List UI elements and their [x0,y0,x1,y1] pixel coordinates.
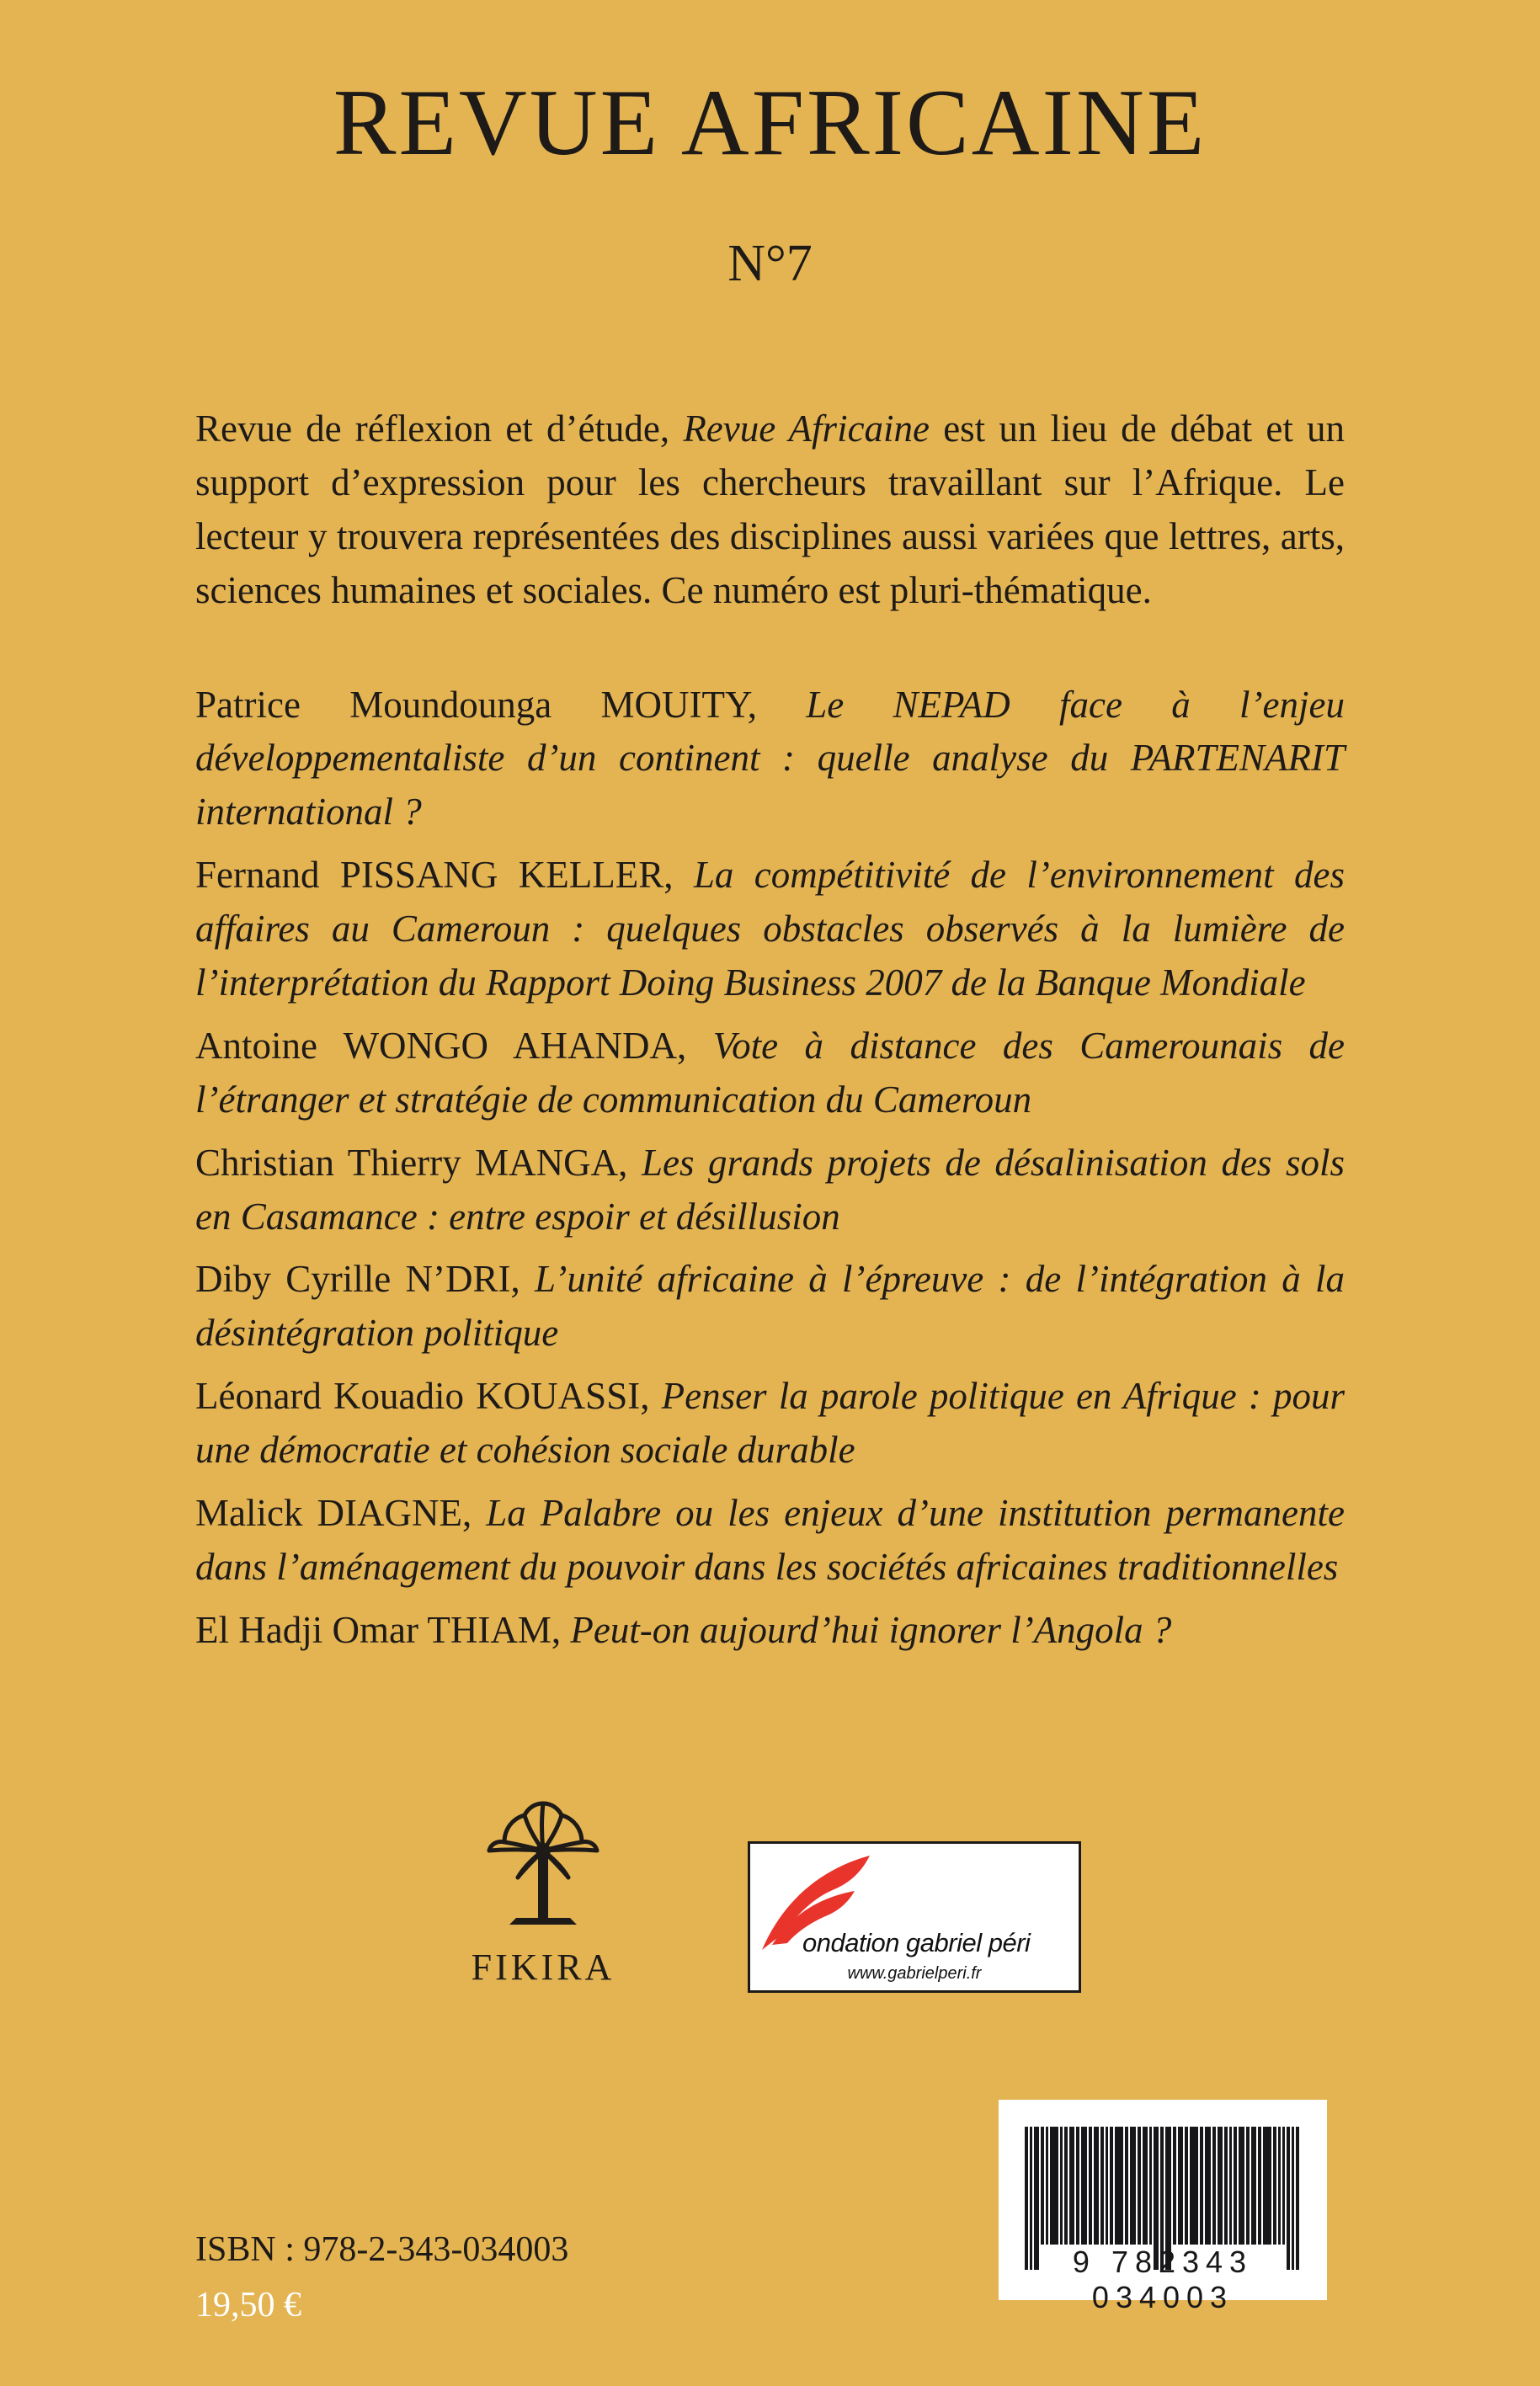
barcode [999,2100,1327,2314]
barcode-bar [1224,2127,1228,2245]
barcode-bar [1106,2127,1108,2245]
price-text: 19,50 € [195,2286,301,2325]
article-author: Christian Thierry MANGA, [195,1141,642,1184]
barcode-bar [1173,2127,1176,2245]
title-block [0,0,1540,294]
article-entry [195,1253,1345,1361]
base-icon [509,1918,577,1925]
barcode-bar [1278,2127,1281,2245]
barcode-bar [1246,2127,1250,2245]
article-author: Fernand PISSANG KELLER, [195,854,694,897]
barcode-bar [1130,2127,1136,2245]
article-entry [195,679,1345,840]
barcode-bar [1143,2127,1148,2245]
fikira-logo [455,1785,631,1989]
trunk-icon [538,1852,548,1918]
intro-part-1: Revue de réflexion et d’étude, [195,407,684,450]
gabriel-peri-url[interactable]: www.gabrielperi.fr [847,1964,982,1983]
barcode-bar [1064,2127,1068,2245]
article-title: La Palabre ou les enjeux d’une institution permanente dans l’aménagement du pouvoir dans les sociétés africaines traditionnelles [195,1492,1345,1588]
barcode-bar [1041,2127,1044,2245]
barcode-bar [1190,2127,1198,2245]
barcode-bar [1115,2127,1123,2245]
barcode-bar [1138,2127,1141,2245]
barcode-bar [1258,2127,1261,2245]
barcode-bar [1125,2127,1128,2245]
article-title: Vote à distance des Camerounais de l’étranger et stratégie de communication du Cameroun [195,1024,1345,1121]
barcode-bar [1050,2127,1058,2245]
publisher-logos [0,1785,1540,2037]
article-entry [195,1487,1345,1595]
article-title: Penser la parole politique en Afrique : pour une démocratie et cohésion sociale durable [195,1375,1346,1472]
article-list [195,679,1345,1658]
barcode-bar [1205,2127,1211,2245]
barcode-bar [1273,2127,1276,2245]
tree-scales-icon [476,1785,610,1941]
article-author: Diby Cyrille N’DRI, [195,1258,535,1301]
barcode-bar [1089,2127,1092,2245]
page-title: REVUE AFRICAINE [333,71,1207,175]
isbn-text: ISBN : 978-2-343-034003 [195,2230,569,2269]
barcode-bar [1212,2127,1216,2245]
article-entry [195,1020,1345,1127]
barcode-bar [1110,2127,1113,2245]
intro-paragraph [195,402,1345,618]
article-title: L’unité africaine à l’épreuve : de l’intégration à la désintégration politique [195,1258,1345,1355]
barcode-bar [1185,2127,1188,2245]
barcode-bar [1149,2127,1152,2245]
article-title: Le NEPAD face à l’enjeu développementaliste d’un continent : quelle analyse du PARTENARIT international ? [195,683,1345,834]
barcode-bars [999,2127,1327,2245]
fikira-name: FIKIRA [471,1947,615,1988]
article-author: Malick DIAGNE, [195,1492,487,1535]
article-author: Patrice Moundounga MOUITY, [195,683,807,726]
gabriel-peri-name: ondation gabriel péri [802,1928,1031,1957]
text-column [195,402,1345,1667]
article-author: Antoine WONGO AHANDA, [195,1024,713,1067]
article-entry [195,1604,1345,1658]
barcode-bar [1069,2127,1074,2245]
article-entry [195,849,1345,1010]
gabriel-peri-logo [748,1841,1081,1993]
isbn-block [195,2229,568,2325]
barcode-bar [1094,2127,1099,2245]
barcode-bar [1218,2127,1223,2245]
barcode-bar [1100,2127,1104,2245]
article-author: Léonard Kouadio KOUASSI, [195,1375,662,1418]
barcode-bar [1060,2127,1063,2245]
article-entry [195,1137,1345,1244]
barcode-bar [1282,2127,1285,2245]
article-title: La compétitivité de l’environnement des affaires au Cameroun : quelques obstacles observés à la lumière de l’interprétation du Rapport Doing Business 2007 de la Banque Mondiale [195,854,1345,1004]
barcode-bar [1239,2127,1244,2245]
barcode-bar [1076,2127,1079,2245]
barcode-bar [1251,2127,1256,2245]
barcode-digits: 9 782343 034003 [1072,2245,1254,2314]
article-author: El Hadji Omar THIAM, [195,1608,571,1651]
article-title: Les grands projets de désalinisation des sols en Casamance : entre espoir et désillusion [195,1141,1345,1238]
barcode-bar [1046,2127,1048,2245]
barcode-bar [1178,2127,1183,2245]
article-entry [195,1370,1345,1478]
barcode-bar [1081,2127,1087,2245]
issue-number: N°7 [727,234,813,292]
barcode-bar [1200,2127,1203,2245]
barcode-bar [1234,2127,1237,2245]
barcode-bar [1263,2127,1271,2245]
barcode-bar [1229,2127,1232,2245]
intro-journal-name: Revue Africaine [683,407,930,450]
article-title: Peut-on aujourd’hui ignorer l’Angola ? [570,1608,1172,1651]
intro-part-2: est un lieu de débat et un support d’expression pour les chercheurs travaillant sur l’Afrique. Le lecteur y trouvera représentées des disciplines aussi variées que lettres, arts, sciences humaines et sociales. Ce numéro est pluri-thématique. [195,407,1345,611]
